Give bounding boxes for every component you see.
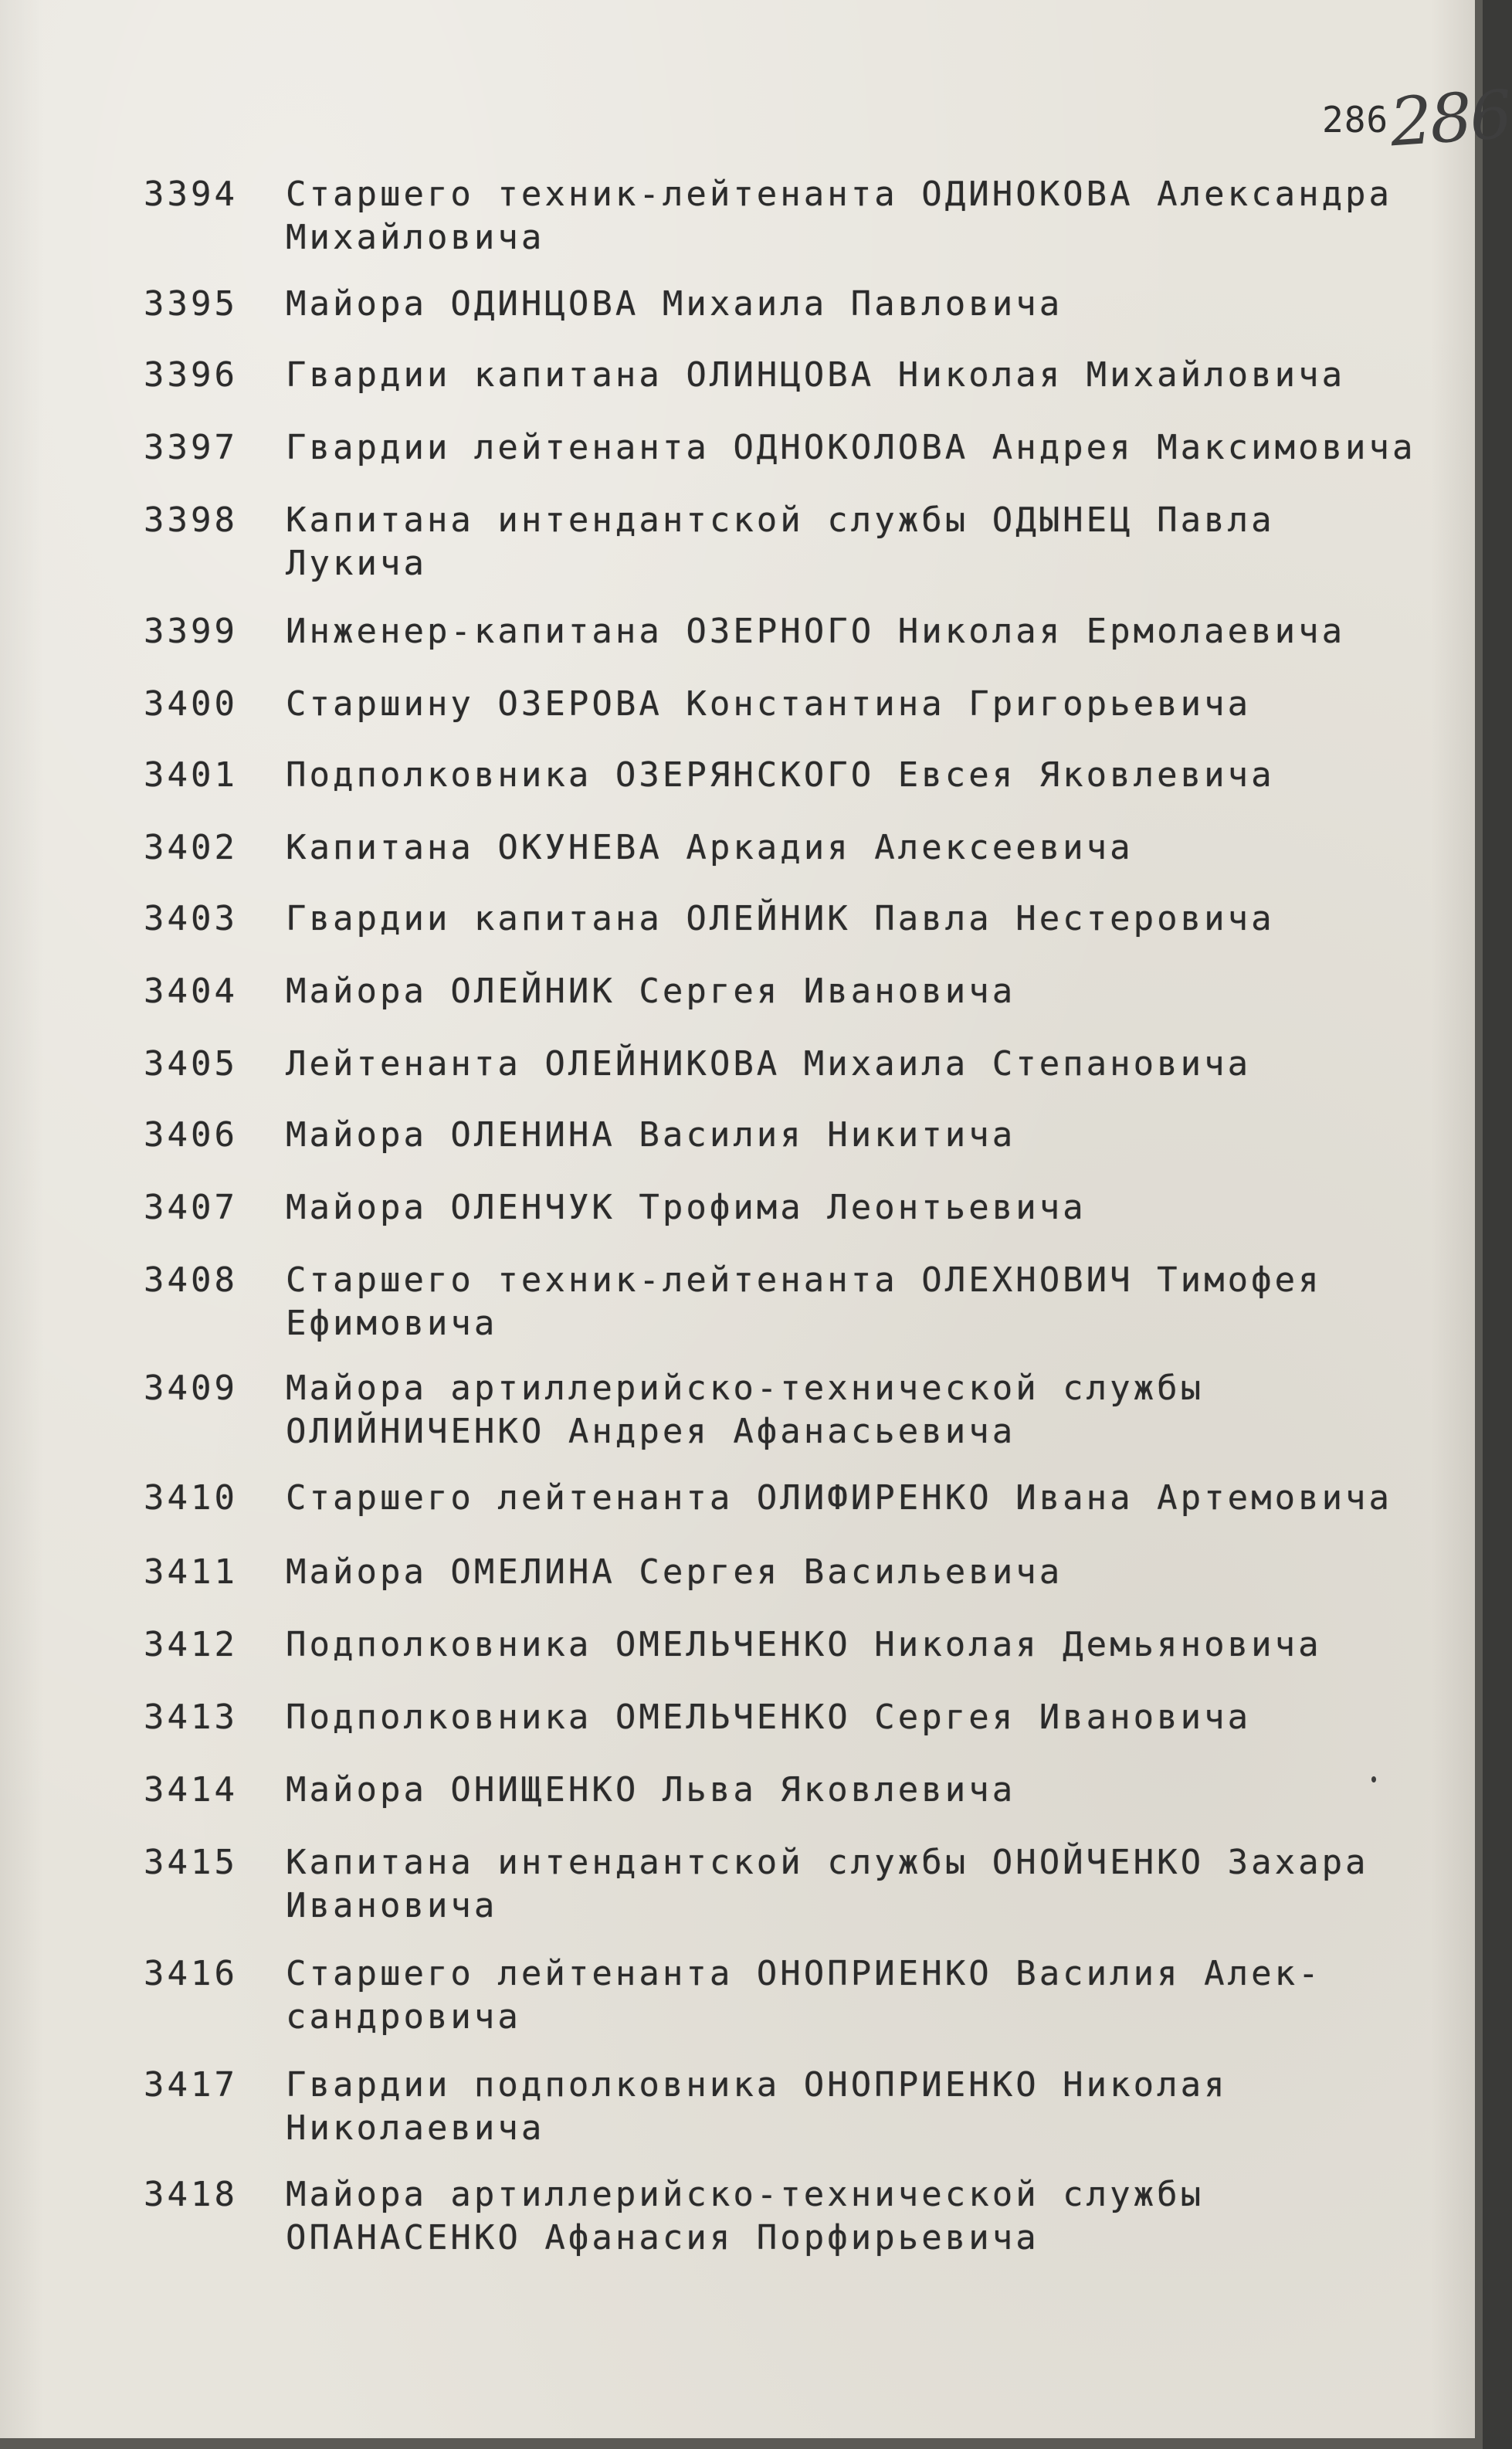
entry-number: 3395 [144, 284, 238, 324]
entry-number: 3410 [144, 1478, 238, 1518]
entry-text: Подполковника ОЗЕРЯНСКОГО Евсея Яковлевича [286, 755, 1275, 795]
list-item [144, 1043, 1456, 1086]
list-item [144, 499, 1456, 585]
entry-number: 3411 [144, 1552, 238, 1592]
entry-number: 3399 [144, 612, 238, 651]
entry-text: Старшего лейтенанта ОНОПРИЕНКО Василия Алек- сандровича [286, 1954, 1322, 2037]
entry-text: Гвардии подполковника ОНОПРИЕНКО Николая Николаевича [286, 2065, 1228, 2148]
list-item [144, 1114, 1456, 1157]
ink-speck [1371, 1776, 1376, 1782]
list-item [144, 283, 1456, 326]
entry-text: Старшину ОЗЕРОВА Константина Григорьевича [286, 684, 1252, 724]
page-number: 286 [1322, 99, 1389, 141]
entry-text: Капитана интендантской службы ОДЫНЕЦ Павла Лукича [286, 500, 1275, 583]
list-item [144, 1952, 1456, 2039]
list-item [144, 1769, 1456, 1812]
entry-text: Майора ОЛЕНИНА Василия Никитича [286, 1115, 1016, 1155]
entry-text: Подполковника ОМЕЛЬЧЕНКО Николая Демьяновича [286, 1625, 1322, 1664]
entry-text: Капитана интендантской службы ОНОЙЧЕНКО Захара Ивановича [286, 1843, 1369, 1925]
entry-number: 3394 [144, 175, 238, 214]
handwritten-page-number: 286 [1387, 76, 1512, 162]
list-item [144, 1551, 1456, 1594]
entry-text: Гвардии капитана ОЛИНЦОВА Николая Михайловича [286, 355, 1346, 395]
entry-text: Майора ОЛЕЙНИК Сергея Ивановича [286, 972, 1016, 1011]
entry-number: 3408 [144, 1260, 238, 1300]
list-item [144, 610, 1456, 653]
list-item [144, 354, 1456, 397]
list-item [144, 826, 1456, 870]
entry-number: 3412 [144, 1625, 238, 1664]
entry-number: 3405 [144, 1044, 238, 1084]
list-item [144, 754, 1456, 797]
list-item [144, 1623, 1456, 1667]
entry-number: 3398 [144, 500, 238, 540]
entry-text: Майора ОЛЕНЧУК Трофима Леонтьевича [286, 1188, 1087, 1227]
list-item [144, 2064, 1456, 2150]
entry-text: Старшего техник-лейтенанта ОЛЕХНОВИЧ Тимофея Ефимовича [286, 1260, 1322, 1343]
entry-number: 3418 [144, 2175, 238, 2214]
entry-text: Инженер-капитана ОЗЕРНОГО Николая Ермолаевича [286, 612, 1346, 651]
list-item [144, 1477, 1456, 1520]
list-item [144, 1841, 1456, 1928]
entry-text: Майора артиллерийско-технической службы ОЛИЙНИЧЕНКО Андрея Афанасьевича [286, 1369, 1205, 1451]
entry-number: 3406 [144, 1115, 238, 1155]
entry-number: 3409 [144, 1369, 238, 1408]
entry-text: Майора ОДИНЦОВА Михаила Павловича [286, 284, 1063, 324]
entry-text: Капитана ОКУНЕВА Аркадия Алексеевича [286, 828, 1134, 867]
entry-number: 3397 [144, 428, 238, 467]
entry-number: 3402 [144, 828, 238, 867]
entry-number: 3416 [144, 1954, 238, 1993]
list-item [144, 1259, 1456, 1345]
list-item [144, 683, 1456, 726]
entry-text: Подполковника ОМЕЛЬЧЕНКО Сергея Ивановича [286, 1698, 1252, 1737]
list-item [144, 1367, 1456, 1453]
entry-number: 3414 [144, 1770, 238, 1810]
entry-number: 3413 [144, 1698, 238, 1737]
entry-number: 3401 [144, 755, 238, 795]
list-item [144, 426, 1456, 470]
list-item [144, 1186, 1456, 1230]
entry-text: Гвардии капитана ОЛЕЙНИК Павла Нестеровича [286, 899, 1275, 938]
list-item [144, 1696, 1456, 1739]
entry-number: 3403 [144, 899, 238, 938]
entry-text: Старшего техник-лейтенанта ОДИНОКОВА Александра Михайловича [286, 175, 1393, 257]
entry-number: 3396 [144, 355, 238, 395]
entry-number: 3415 [144, 1843, 238, 1882]
entry-text: Майора ОМЕЛИНА Сергея Васильевича [286, 1552, 1063, 1592]
entry-number: 3404 [144, 972, 238, 1011]
entry-number: 3400 [144, 684, 238, 724]
list-item [144, 897, 1456, 941]
entry-text: Майора ОНИЩЕНКО Льва Яковлевича [286, 1770, 1016, 1810]
entry-text: Лейтенанта ОЛЕЙНИКОВА Михаила Степановича [286, 1044, 1252, 1084]
entry-number: 3407 [144, 1188, 238, 1227]
entry-text: Майора артиллерийско-технической службы ОПАНАСЕНКО Афанасия Порфирьевича [286, 2175, 1205, 2257]
list-item [144, 173, 1456, 259]
list-item [144, 2173, 1456, 2260]
list-item [144, 970, 1456, 1013]
entry-text: Гвардии лейтенанта ОДНОКОЛОВА Андрея Максимовича [286, 428, 1416, 467]
entry-number: 3417 [144, 2065, 238, 2105]
entry-text: Старшего лейтенанта ОЛИФИРЕНКО Ивана Артемовича [286, 1478, 1393, 1518]
